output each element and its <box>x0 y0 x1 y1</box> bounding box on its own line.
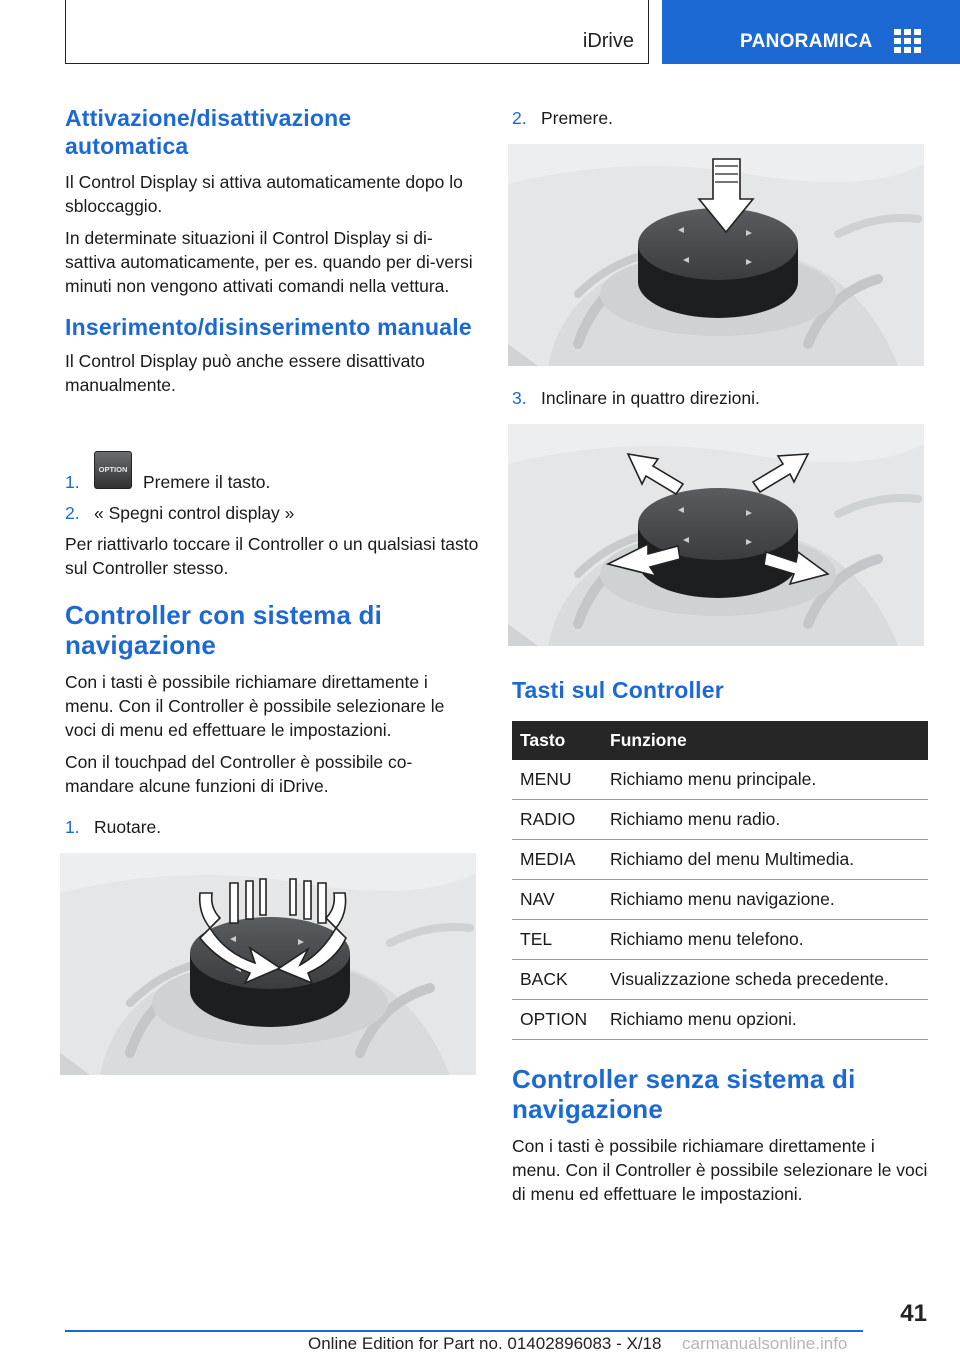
key-cell: BACK <box>512 960 602 1000</box>
left-column-lower <box>65 532 479 798</box>
right-column-lower <box>512 1064 928 1206</box>
step-text: Premere. <box>541 108 613 128</box>
controller-tilt-image <box>508 424 924 646</box>
function-cell: Richiamo menu principale. <box>602 760 928 800</box>
table-row <box>512 800 928 840</box>
chapter-title: PANORAMICA <box>740 31 873 52</box>
function-cell: Richiamo menu navigazione. <box>602 880 928 920</box>
paragraph-nav-2: Con il touchpad del Controller è possibile co-mandare alcune funzioni di iDrive. <box>65 752 413 796</box>
key-cell: MENU <box>512 760 602 800</box>
header-section-box <box>65 0 649 64</box>
paragraph-auto-1: Il Control Display si attiva automaticamente dopo lo sbloccaggio. <box>65 172 463 216</box>
table-row <box>512 1000 928 1040</box>
table-header-row <box>512 721 928 760</box>
option-button-icon <box>94 451 132 489</box>
footer-watermark[interactable]: carmanualsonline.info <box>682 1334 848 1353</box>
section-title: iDrive <box>582 30 634 52</box>
function-cell: Visualizzazione scheda precedente. <box>602 960 928 1000</box>
footer-divider <box>65 1330 863 1332</box>
table-row <box>512 840 928 880</box>
left-column <box>65 104 479 397</box>
paragraph-no-nav: Con i tasti è possibile richiamare direttamente i menu. Con il Controller è possibile selezionare le voci di menu ed effettuare le impostazioni. <box>512 1136 928 1204</box>
chapter-tab[interactable] <box>662 0 960 64</box>
controller-press-image <box>508 144 924 366</box>
function-cell: Richiamo menu telefono. <box>602 920 928 960</box>
key-cell: TEL <box>512 920 602 960</box>
paragraph-reactivate: Per riattivarlo toccare il Controller o un qualsiasi tasto sul Controller stesso. <box>65 534 479 578</box>
table-row <box>512 960 928 1000</box>
key-cell: OPTION <box>512 1000 602 1040</box>
table-row <box>512 880 928 920</box>
table-header-function: Funzione <box>602 721 928 760</box>
step-text: Ruotare. <box>94 817 162 837</box>
controller-rotate-image <box>60 853 476 1075</box>
table-row <box>512 920 928 960</box>
step-text: « Spegni control display » <box>94 503 295 523</box>
table-header-key: Tasto <box>512 721 602 760</box>
paragraph-auto-2: In determinate situazioni il Control Display si di-sattiva automaticamente, per es. quando per di-versi minuti non vengono attivati comandi nella vettura. <box>65 228 473 296</box>
function-cell: Richiamo menu opzioni. <box>602 1000 928 1040</box>
function-cell: Richiamo del menu Multimedia. <box>602 840 928 880</box>
paragraph-manual: Il Control Display può anche essere disattivato manualmente. <box>65 351 425 395</box>
heading-nav-controller: Controller con sistema di navigazione <box>65 600 383 660</box>
step-number: 3. <box>512 388 527 408</box>
table-row <box>512 760 928 800</box>
option-button-label: OPTION <box>98 465 128 474</box>
keys-table <box>512 721 928 1040</box>
page-number: 41 <box>900 1300 927 1327</box>
paragraph-nav-1: Con i tasti è possibile richiamare direttamente i menu. Con il Controller è possibile selezionare le voci di menu ed effettuare le impostazioni. <box>65 672 445 740</box>
heading-auto-activation: Attivazione/disattivazione automatica <box>65 105 352 159</box>
step-text: Premere il tasto. <box>143 472 271 492</box>
step-number: 1. <box>65 817 80 837</box>
heading-manual: Inserimento/disinserimento manuale <box>65 314 472 340</box>
key-cell: MEDIA <box>512 840 602 880</box>
step-text: Inclinare in quattro direzioni. <box>541 388 760 408</box>
step-number: 2. <box>65 503 80 523</box>
step-number: 1. <box>65 472 80 492</box>
footer-edition: Online Edition for Part no. 01402896083 - X/18 <box>308 1334 662 1353</box>
heading-controller-keys: Tasti sul Controller <box>512 677 724 703</box>
step-number: 2. <box>512 108 527 128</box>
heading-no-nav-controller: Controller senza sistema di navigazione <box>512 1064 856 1124</box>
function-cell: Richiamo menu radio. <box>602 800 928 840</box>
key-cell: RADIO <box>512 800 602 840</box>
grid-menu-icon[interactable] <box>894 29 922 53</box>
key-cell: NAV <box>512 880 602 920</box>
